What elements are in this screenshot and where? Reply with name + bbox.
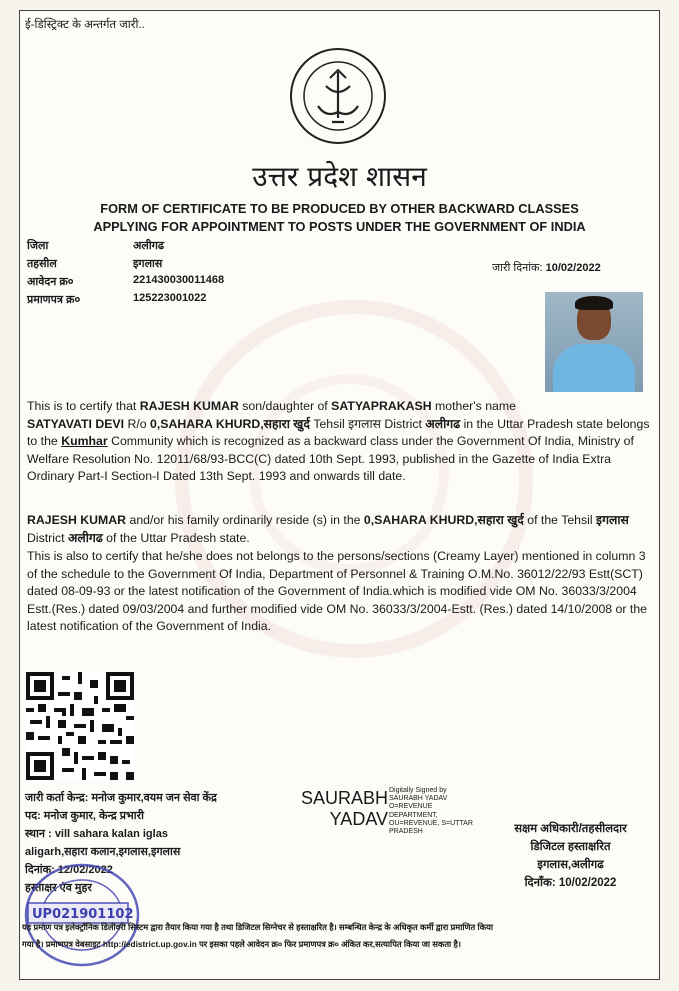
qr-code-icon <box>26 672 134 780</box>
issuer-place: स्थान : vill sahara kalan iglas <box>25 828 168 840</box>
form-title-line2: APPLYING FOR APPOINTMENT TO POSTS UNDER THE GOVERNMENT OF INDIA <box>93 219 586 234</box>
issuer-center: जारी कर्ता केन्द्र: मनोज कुमार,वयम जन सेवा केंद्र <box>25 792 217 804</box>
center-stamp <box>18 855 158 975</box>
top-note: ई-डिस्ट्रिक्ट के अन्तर्गत जारी.. <box>25 19 145 31</box>
form-title-line1: FORM OF CERTIFICATE TO BE PRODUCED BY OTHER BACKWARD CLASSES <box>100 201 579 216</box>
field-label-certificate-no: प्रमाणपत्र क्र० <box>27 294 81 306</box>
signature-name: SAURABH YADAV <box>300 788 388 829</box>
stamp-code: UP021901102 <box>32 907 134 922</box>
issuer-date: दिनांक: 12/02/2022 <box>25 864 113 876</box>
applicant-photo <box>545 292 643 392</box>
field-label-tehsil: तहसील <box>27 258 57 270</box>
field-value-tehsil: इगलास <box>133 258 163 270</box>
field-value-application-no: 221430030011468 <box>133 274 225 286</box>
issuer-place-2: aligarh,सहारा कलान,इगलास,इगलास <box>25 846 181 858</box>
field-label-application-no: आवेदन क्र० <box>27 276 74 288</box>
field-label-district: जिला <box>27 240 49 252</box>
certificate-paragraph-3: This is also to certify that he/she does not belongs to the persons/sections (Creamy Layer) mentioned in column 3 of the schedule to the Government Of India, Department of Personnel & Training O.M.No. 36012/22/93 Estt(SCT) dated 08-09-93 or the latest notification of the Government of India.which is modified vide OM No. 36033/3/2004 Estt.(Res.) dated 09/03/2004 and further modified vide OM No. 36033/3/2004-Estt. (Res.) dated 14/10/2008 or the latest notification of the Government of India. <box>27 549 647 634</box>
digital-signature-details: Digitally Signed by SAURABH YADAV O=REVENUE DEPARTMENT, OU=REVENUE, S=UTTAR PRADESH <box>389 787 473 836</box>
authority-block: सक्षम अधिकारी/तहसीलदार डिजिटल हस्ताक्षरित इगलास,अलीगढ दिनाँक: 10/02/2022 <box>514 823 627 889</box>
field-value-certificate-no: 125223001022 <box>133 292 207 304</box>
up-emblem-icon <box>288 46 388 146</box>
gov-title: उत्तर प्रदेश शासन <box>252 160 427 193</box>
issuer-signature-label: हस्ताक्षर एंव मुहर <box>25 882 92 894</box>
issue-date: जारी दिनांक: 10/02/2022 <box>492 262 601 274</box>
field-value-district: अलीगढ <box>133 240 165 252</box>
issuer-designation: पद: मनोज कुमार, केन्द्र प्रभारी <box>25 810 144 822</box>
certificate-paragraph-1: This is to certify that RAJESH KUMAR son/daughter of SATYAPRAKASH mother's name SATYAVATI DEVI R/o 0,SAHARA KHURD,सहारा खुर्द Tehsil इगलास District अलीगढ in the Uttar Pradesh state belongs to the Kumhar Community which is recognized as a backward class under the Government Of India, Ministry of Welfare Resolution No. 12011/68/93-BCC(C) dated 10th Sept. 1993, published in the Gazette of India Extra Ordinary Part-I Section-I Dated 13th Sept. 1993 and onwards till date. <box>27 399 650 484</box>
footer-note: यह प्रमाण पत्र इलेक्ट्रॉनिक डिलीवरी सिस्टम द्वारा तैयार किया गया है तथा डिजिटल सिग्नेचर से हस्ताक्षरित है। सम्बन्धित केन्द्र के अधिकृत कर्मी द्वारा प्रमाणित किया गया है। प्रमाणपत्र वेबसाइट http://edistrict.up.gov.in पर इसका पहले आवेदन क्र० फिर प्रमाणपत्र क्र० अंकित कर,सत्यापित किया जा सकता है। <box>22 922 494 949</box>
certificate-paragraph-2: RAJESH KUMAR and/or his family ordinarily reside (s) in the 0,SAHARA KHURD,सहारा खुर्द of the Tehsil इगलास District अलीगढ of the Uttar Pradesh state. <box>27 513 629 545</box>
